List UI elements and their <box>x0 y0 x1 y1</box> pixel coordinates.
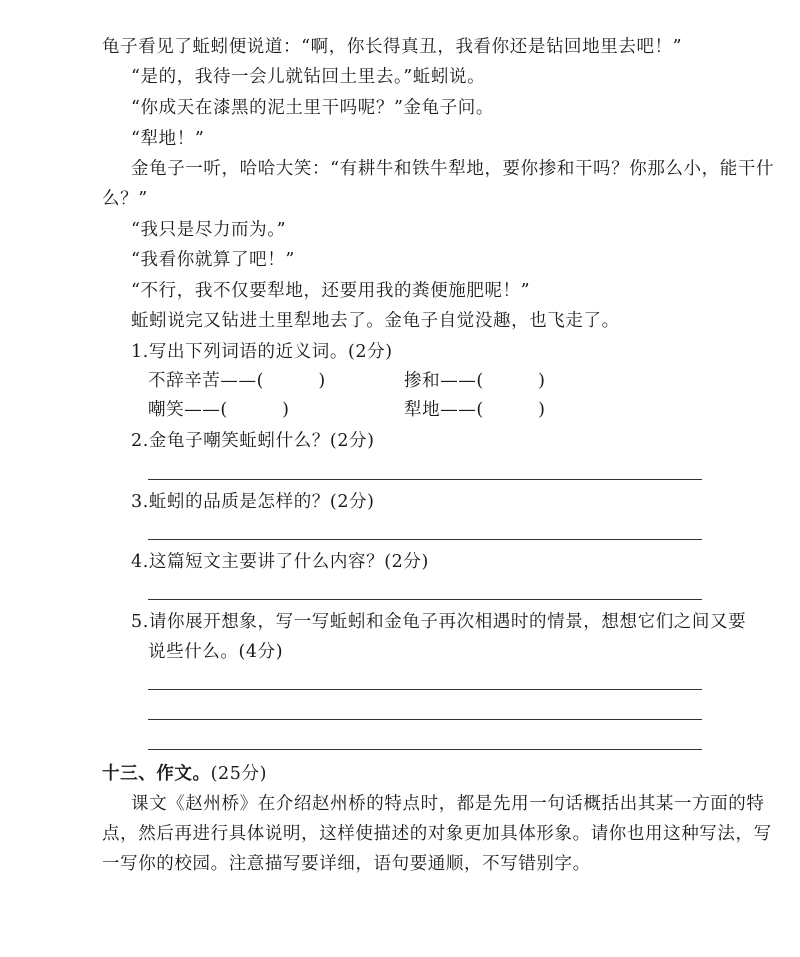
synonym-item-3: 嘲笑——( ) <box>148 400 290 420</box>
synonym-item-4: 犁地——( ) <box>404 400 546 420</box>
answer-line-q4[interactable] <box>148 599 702 600</box>
composition-points: (25分) <box>210 764 268 784</box>
answer-line-q5-3[interactable] <box>148 749 702 750</box>
passage-line-5: 金龟子一听，哈哈大笑：“有耕牛和铁牛犁地，要你掺和干吗？你那么小，能干什 <box>131 159 775 179</box>
composition-line-1: 课文《赵州桥》在介绍赵州桥的特点时，都是先用一句话概括出其某一方面的特 <box>131 794 765 814</box>
passage-line-9: “不行，我不仅要犁地，还要用我的粪便施肥呢！” <box>131 281 531 301</box>
question-2: 2.金龟子嘲笑蚯蚓什么？(2分) <box>131 431 375 451</box>
question-5-line-1: 5.请你展开想象，写一写蚯蚓和金龟子再次相遇时的情景，想想它们之间又要 <box>131 612 747 632</box>
answer-line-q2[interactable] <box>148 479 702 480</box>
passage-line-1: 龟子看见了蚯蚓便说道：“啊，你长得真丑，我看你还是钻回地里去吧！” <box>102 37 683 57</box>
passage-line-6: 么？” <box>102 189 148 209</box>
question-1: 1.写出下列词语的近义词。(2分) <box>131 342 393 362</box>
passage-line-3: “你成天在漆黑的泥土里干吗呢？”金龟子问。 <box>131 98 494 118</box>
passage-line-8: “我看你就算了吧！” <box>131 250 295 270</box>
passage-line-4: “犁地！” <box>131 129 205 149</box>
question-5-line-2: 说些什么。(4分) <box>148 642 284 662</box>
composition-line-2: 点，然后再进行具体说明，这样使描述的对象更加具体形象。请你也用这种写法，写 <box>102 824 772 844</box>
question-3: 3.蚯蚓的品质是怎样的？(2分) <box>131 492 375 512</box>
answer-line-q5-1[interactable] <box>148 689 702 690</box>
passage-line-10: 蚯蚓说完又钻进土里犁地去了。金龟子自觉没趣，也飞走了。 <box>131 311 620 331</box>
synonym-item-2: 掺和——( ) <box>404 371 546 391</box>
answer-line-q5-2[interactable] <box>148 719 702 720</box>
composition-heading: 十三、作文。 <box>102 764 211 784</box>
composition-line-3: 一写你的校园。注意描写要详细，语句要通顺，不写错别字。 <box>102 854 591 874</box>
passage-line-7: “我只是尽力而为。” <box>131 220 287 240</box>
passage-line-2: “是的，我待一会儿就钻回土里去。”蚯蚓说。 <box>131 67 486 87</box>
composition-heading-row <box>102 762 267 786</box>
synonym-item-1: 不辞辛苦——( ) <box>148 371 326 391</box>
question-4: 4.这篇短文主要讲了什么内容？(2分) <box>131 552 429 572</box>
answer-line-q3[interactable] <box>148 539 702 540</box>
